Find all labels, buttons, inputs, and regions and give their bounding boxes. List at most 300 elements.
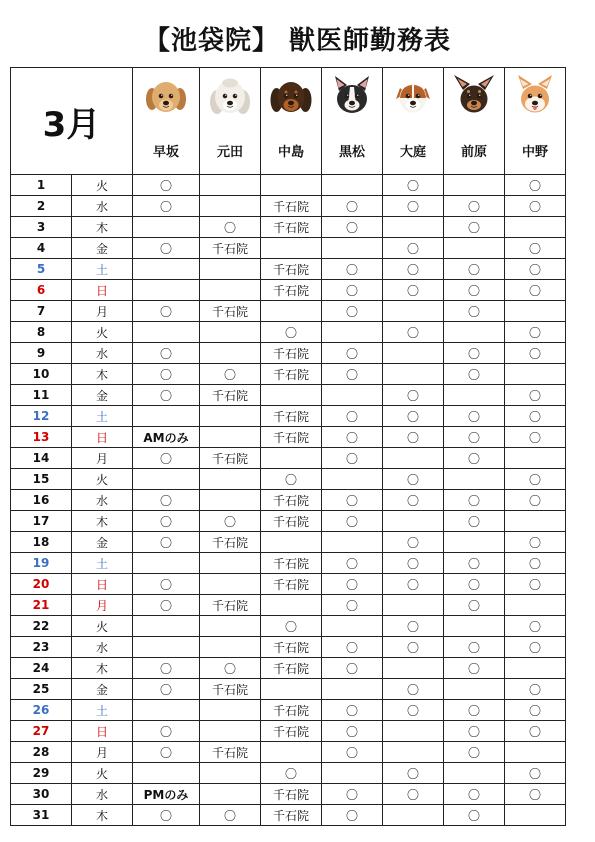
date-cell: 7	[11, 301, 72, 322]
branch-shift-cell: 千石院	[261, 364, 322, 385]
staff-name: 元田	[216, 145, 243, 160]
shift-cell	[383, 805, 444, 826]
weekday-cell: 火	[72, 175, 133, 196]
shift-cell	[322, 385, 383, 406]
branch-shift-cell: 千石院	[261, 658, 322, 679]
shift-cell	[200, 721, 261, 742]
shift-cell	[322, 532, 383, 553]
table-row	[11, 553, 566, 574]
shift-cell	[133, 553, 200, 574]
staff-header	[444, 68, 505, 175]
branch-shift-cell: 千石院	[261, 427, 322, 448]
weekday-cell: 火	[72, 616, 133, 637]
on-duty-cell: 〇	[444, 658, 505, 679]
on-duty-cell: 〇	[383, 280, 444, 301]
on-duty-cell: 〇	[322, 196, 383, 217]
shift-cell	[200, 469, 261, 490]
table-row	[11, 658, 566, 679]
date-cell: 11	[11, 385, 72, 406]
on-duty-cell: 〇	[444, 280, 505, 301]
weekday-cell: 木	[72, 805, 133, 826]
staff-name: 中野	[521, 145, 548, 160]
branch-shift-cell: 千石院	[200, 742, 261, 763]
shift-cell	[261, 679, 322, 700]
date-cell: 1	[11, 175, 72, 196]
on-duty-cell: 〇	[505, 238, 566, 259]
shift-cell	[261, 448, 322, 469]
table-row	[11, 784, 566, 805]
on-duty-cell: 〇	[322, 448, 383, 469]
header-row	[11, 68, 566, 175]
shift-cell	[383, 343, 444, 364]
on-duty-cell: 〇	[133, 448, 200, 469]
on-duty-cell: 〇	[383, 322, 444, 343]
on-duty-cell: 〇	[444, 700, 505, 721]
on-duty-cell: 〇	[444, 448, 505, 469]
on-duty-cell: 〇	[200, 217, 261, 238]
shift-cell	[444, 616, 505, 637]
shift-cell	[444, 385, 505, 406]
date-cell: 27	[11, 721, 72, 742]
shift-cell	[261, 385, 322, 406]
on-duty-cell: 〇	[261, 616, 322, 637]
weekday-cell: 土	[72, 406, 133, 427]
on-duty-cell: 〇	[133, 574, 200, 595]
shift-cell	[261, 742, 322, 763]
shift-cell	[133, 217, 200, 238]
date-cell: 25	[11, 679, 72, 700]
shift-cell	[200, 700, 261, 721]
shift-cell	[383, 301, 444, 322]
on-duty-cell: 〇	[505, 700, 566, 721]
on-duty-cell: 〇	[133, 805, 200, 826]
on-duty-cell: 〇	[133, 364, 200, 385]
on-duty-cell: 〇	[322, 574, 383, 595]
shift-cell	[133, 763, 200, 784]
staff-header	[322, 68, 383, 175]
table-row	[11, 448, 566, 469]
shift-cell	[200, 490, 261, 511]
shift-cell	[505, 742, 566, 763]
on-duty-cell: 〇	[383, 679, 444, 700]
shift-cell	[383, 511, 444, 532]
table-row	[11, 469, 566, 490]
on-duty-cell: 〇	[444, 364, 505, 385]
on-duty-cell: 〇	[383, 427, 444, 448]
date-cell: 20	[11, 574, 72, 595]
date-cell: 13	[11, 427, 72, 448]
weekday-cell: 金	[72, 238, 133, 259]
table-row	[11, 217, 566, 238]
date-cell: 24	[11, 658, 72, 679]
on-duty-cell: 〇	[133, 343, 200, 364]
on-duty-cell: 〇	[444, 217, 505, 238]
on-duty-cell: 〇	[383, 763, 444, 784]
on-duty-cell: 〇	[322, 700, 383, 721]
on-duty-cell: 〇	[444, 259, 505, 280]
shift-cell	[444, 763, 505, 784]
on-duty-cell: 〇	[505, 469, 566, 490]
on-duty-cell: 〇	[200, 364, 261, 385]
shift-cell	[383, 448, 444, 469]
on-duty-cell: 〇	[505, 721, 566, 742]
staff-header	[261, 68, 322, 175]
date-cell: 23	[11, 637, 72, 658]
on-duty-cell: 〇	[383, 259, 444, 280]
on-duty-cell: 〇	[444, 637, 505, 658]
branch-shift-cell: 千石院	[200, 679, 261, 700]
on-duty-cell: 〇	[444, 595, 505, 616]
on-duty-cell: 〇	[383, 406, 444, 427]
on-duty-cell: 〇	[505, 175, 566, 196]
shift-cell	[505, 217, 566, 238]
shift-cell	[322, 322, 383, 343]
weekday-cell: 水	[72, 637, 133, 658]
shift-cell	[261, 301, 322, 322]
on-duty-cell: 〇	[133, 511, 200, 532]
date-cell: 15	[11, 469, 72, 490]
weekday-cell: 木	[72, 217, 133, 238]
weekday-cell: 水	[72, 784, 133, 805]
puppy-cream-icon	[142, 73, 190, 125]
on-duty-cell: 〇	[505, 322, 566, 343]
shift-cell	[200, 763, 261, 784]
shift-cell	[383, 595, 444, 616]
date-cell: 22	[11, 616, 72, 637]
table-row	[11, 280, 566, 301]
weekday-cell: 土	[72, 700, 133, 721]
weekday-cell: 月	[72, 595, 133, 616]
table-row	[11, 763, 566, 784]
on-duty-cell: 〇	[383, 637, 444, 658]
shift-cell	[133, 700, 200, 721]
on-duty-cell: 〇	[444, 406, 505, 427]
on-duty-cell: 〇	[383, 574, 444, 595]
shift-cell	[261, 175, 322, 196]
on-duty-cell: 〇	[322, 406, 383, 427]
on-duty-cell: 〇	[383, 784, 444, 805]
on-duty-cell: 〇	[505, 280, 566, 301]
shift-cell	[200, 553, 261, 574]
on-duty-cell: 〇	[505, 343, 566, 364]
date-cell: 29	[11, 763, 72, 784]
shift-cell	[322, 679, 383, 700]
shift-cell	[200, 574, 261, 595]
shift-cell	[200, 637, 261, 658]
on-duty-cell: 〇	[322, 301, 383, 322]
date-cell: 21	[11, 595, 72, 616]
on-duty-cell: 〇	[133, 658, 200, 679]
on-duty-cell: 〇	[322, 511, 383, 532]
shift-cell	[133, 637, 200, 658]
branch-shift-cell: 千石院	[261, 553, 322, 574]
shift-cell	[444, 532, 505, 553]
branch-shift-cell: 千石院	[261, 343, 322, 364]
branch-shift-cell: 千石院	[200, 385, 261, 406]
on-duty-cell: 〇	[383, 700, 444, 721]
shift-cell	[133, 406, 200, 427]
on-duty-cell: 〇	[444, 511, 505, 532]
schedule-table	[10, 67, 566, 826]
weekday-cell: 日	[72, 721, 133, 742]
staff-header	[383, 68, 444, 175]
table-row	[11, 805, 566, 826]
table-row	[11, 595, 566, 616]
page-title: 【池袋院】 獣医師勤務表	[143, 26, 452, 56]
weekday-cell: 月	[72, 301, 133, 322]
table-row	[11, 637, 566, 658]
on-duty-cell: 〇	[322, 553, 383, 574]
shift-cell	[505, 364, 566, 385]
shift-cell	[505, 301, 566, 322]
branch-shift-cell: 千石院	[261, 196, 322, 217]
shift-cell	[200, 175, 261, 196]
date-cell: 12	[11, 406, 72, 427]
weekday-cell: 金	[72, 532, 133, 553]
weekday-cell: 月	[72, 742, 133, 763]
staff-header	[505, 68, 566, 175]
branch-shift-cell: 千石院	[200, 595, 261, 616]
table-row	[11, 322, 566, 343]
on-duty-cell: 〇	[505, 427, 566, 448]
shift-cell	[200, 616, 261, 637]
date-cell: 28	[11, 742, 72, 763]
date-cell: 30	[11, 784, 72, 805]
on-duty-cell: 〇	[133, 595, 200, 616]
on-duty-cell: 〇	[200, 805, 261, 826]
on-duty-cell: 〇	[444, 301, 505, 322]
branch-shift-cell: 千石院	[261, 511, 322, 532]
date-cell: 26	[11, 700, 72, 721]
shift-cell	[261, 238, 322, 259]
staff-name: 中島	[277, 145, 304, 160]
french-bulldog-icon	[328, 73, 376, 125]
shift-cell	[200, 784, 261, 805]
table-row	[11, 238, 566, 259]
chihuahua-icon	[450, 73, 498, 125]
date-cell: 10	[11, 364, 72, 385]
jack-russell-icon	[389, 73, 437, 125]
table-row	[11, 175, 566, 196]
branch-shift-cell: 千石院	[261, 700, 322, 721]
staff-name: 黒松	[338, 145, 365, 160]
shift-cell	[133, 322, 200, 343]
on-duty-cell: 〇	[322, 721, 383, 742]
shift-cell	[133, 616, 200, 637]
shift-cell	[261, 532, 322, 553]
on-duty-cell: 〇	[505, 784, 566, 805]
shift-cell	[261, 595, 322, 616]
shift-cell	[383, 742, 444, 763]
shift-cell	[200, 406, 261, 427]
weekday-cell: 月	[72, 448, 133, 469]
weekday-cell: 金	[72, 385, 133, 406]
on-duty-cell: 〇	[261, 763, 322, 784]
shift-cell	[444, 679, 505, 700]
weekday-cell: 火	[72, 763, 133, 784]
shift-cell	[322, 175, 383, 196]
on-duty-cell: 〇	[383, 385, 444, 406]
on-duty-cell: 〇	[444, 490, 505, 511]
shift-cell	[200, 196, 261, 217]
shift-cell	[322, 763, 383, 784]
on-duty-cell: 〇	[444, 805, 505, 826]
on-duty-cell: 〇	[322, 343, 383, 364]
shift-cell	[505, 511, 566, 532]
on-duty-cell: 〇	[322, 427, 383, 448]
weekday-cell: 日	[72, 574, 133, 595]
on-duty-cell: 〇	[133, 301, 200, 322]
shift-cell	[383, 364, 444, 385]
shift-cell	[383, 658, 444, 679]
date-cell: 6	[11, 280, 72, 301]
shift-cell	[383, 721, 444, 742]
weekday-cell: 土	[72, 553, 133, 574]
shift-cell	[133, 469, 200, 490]
staff-header	[200, 68, 261, 175]
on-duty-cell: 〇	[383, 238, 444, 259]
branch-shift-cell: 千石院	[261, 217, 322, 238]
table-row	[11, 385, 566, 406]
weekday-cell: 火	[72, 469, 133, 490]
on-duty-cell: 〇	[261, 322, 322, 343]
on-duty-cell: 〇	[322, 217, 383, 238]
table-row	[11, 343, 566, 364]
date-cell: 2	[11, 196, 72, 217]
weekday-cell: 金	[72, 679, 133, 700]
on-duty-cell: 〇	[261, 469, 322, 490]
shiba-icon	[511, 73, 559, 125]
date-cell: 17	[11, 511, 72, 532]
on-duty-cell: 〇	[322, 595, 383, 616]
date-cell: 16	[11, 490, 72, 511]
on-duty-cell: 〇	[383, 490, 444, 511]
branch-shift-cell: 千石院	[200, 448, 261, 469]
table-row	[11, 574, 566, 595]
on-duty-cell: 〇	[444, 343, 505, 364]
table-row	[11, 364, 566, 385]
table-row	[11, 196, 566, 217]
table-row	[11, 511, 566, 532]
table-row	[11, 616, 566, 637]
shift-cell	[200, 280, 261, 301]
on-duty-cell: 〇	[133, 238, 200, 259]
shift-cell	[505, 658, 566, 679]
on-duty-cell: 〇	[133, 196, 200, 217]
table-row	[11, 301, 566, 322]
date-cell: 3	[11, 217, 72, 238]
on-duty-cell: 〇	[505, 385, 566, 406]
on-duty-cell: 〇	[133, 679, 200, 700]
weekday-cell: 日	[72, 280, 133, 301]
on-duty-cell: 〇	[133, 532, 200, 553]
shift-note-cell: PMのみ	[133, 784, 200, 805]
table-row	[11, 679, 566, 700]
date-cell: 5	[11, 259, 72, 280]
on-duty-cell: 〇	[322, 637, 383, 658]
on-duty-cell: 〇	[505, 490, 566, 511]
on-duty-cell: 〇	[505, 259, 566, 280]
on-duty-cell: 〇	[133, 742, 200, 763]
weekday-cell: 水	[72, 196, 133, 217]
shift-cell	[505, 595, 566, 616]
on-duty-cell: 〇	[444, 553, 505, 574]
branch-shift-cell: 千石院	[200, 532, 261, 553]
weekday-cell: 木	[72, 364, 133, 385]
on-duty-cell: 〇	[200, 511, 261, 532]
on-duty-cell: 〇	[383, 196, 444, 217]
date-cell: 4	[11, 238, 72, 259]
on-duty-cell: 〇	[322, 784, 383, 805]
on-duty-cell: 〇	[505, 196, 566, 217]
staff-header	[133, 68, 200, 175]
date-cell: 8	[11, 322, 72, 343]
on-duty-cell: 〇	[505, 406, 566, 427]
table-row	[11, 700, 566, 721]
branch-shift-cell: 千石院	[261, 490, 322, 511]
shift-cell	[444, 322, 505, 343]
on-duty-cell: 〇	[444, 784, 505, 805]
shift-cell	[505, 448, 566, 469]
on-duty-cell: 〇	[200, 658, 261, 679]
on-duty-cell: 〇	[505, 616, 566, 637]
branch-shift-cell: 千石院	[261, 259, 322, 280]
on-duty-cell: 〇	[505, 637, 566, 658]
on-duty-cell: 〇	[505, 763, 566, 784]
on-duty-cell: 〇	[444, 427, 505, 448]
weekday-cell: 木	[72, 658, 133, 679]
on-duty-cell: 〇	[383, 553, 444, 574]
maltese-white-icon	[206, 73, 254, 125]
on-duty-cell: 〇	[444, 742, 505, 763]
branch-shift-cell: 千石院	[261, 784, 322, 805]
staff-name: 大庭	[399, 145, 426, 160]
date-cell: 14	[11, 448, 72, 469]
on-duty-cell: 〇	[322, 364, 383, 385]
shift-cell	[133, 259, 200, 280]
branch-shift-cell: 千石院	[261, 805, 322, 826]
table-row	[11, 406, 566, 427]
date-cell: 19	[11, 553, 72, 574]
shift-note-cell: AMのみ	[133, 427, 200, 448]
on-duty-cell: 〇	[322, 280, 383, 301]
on-duty-cell: 〇	[133, 490, 200, 511]
on-duty-cell: 〇	[444, 196, 505, 217]
shift-cell	[444, 238, 505, 259]
on-duty-cell: 〇	[505, 532, 566, 553]
shift-cell	[322, 238, 383, 259]
shift-cell	[133, 280, 200, 301]
table-row	[11, 259, 566, 280]
weekday-cell: 水	[72, 490, 133, 511]
branch-shift-cell: 千石院	[261, 406, 322, 427]
on-duty-cell: 〇	[383, 469, 444, 490]
weekday-cell: 水	[72, 343, 133, 364]
branch-shift-cell: 千石院	[261, 721, 322, 742]
table-row	[11, 490, 566, 511]
on-duty-cell: 〇	[133, 721, 200, 742]
on-duty-cell: 〇	[383, 532, 444, 553]
shift-cell	[200, 427, 261, 448]
shift-cell	[200, 343, 261, 364]
on-duty-cell: 〇	[133, 175, 200, 196]
weekday-cell: 木	[72, 511, 133, 532]
weekday-cell: 日	[72, 427, 133, 448]
weekday-cell: 火	[72, 322, 133, 343]
staff-name: 早坂	[152, 145, 179, 160]
schedule-body	[11, 68, 566, 826]
branch-shift-cell: 千石院	[261, 637, 322, 658]
